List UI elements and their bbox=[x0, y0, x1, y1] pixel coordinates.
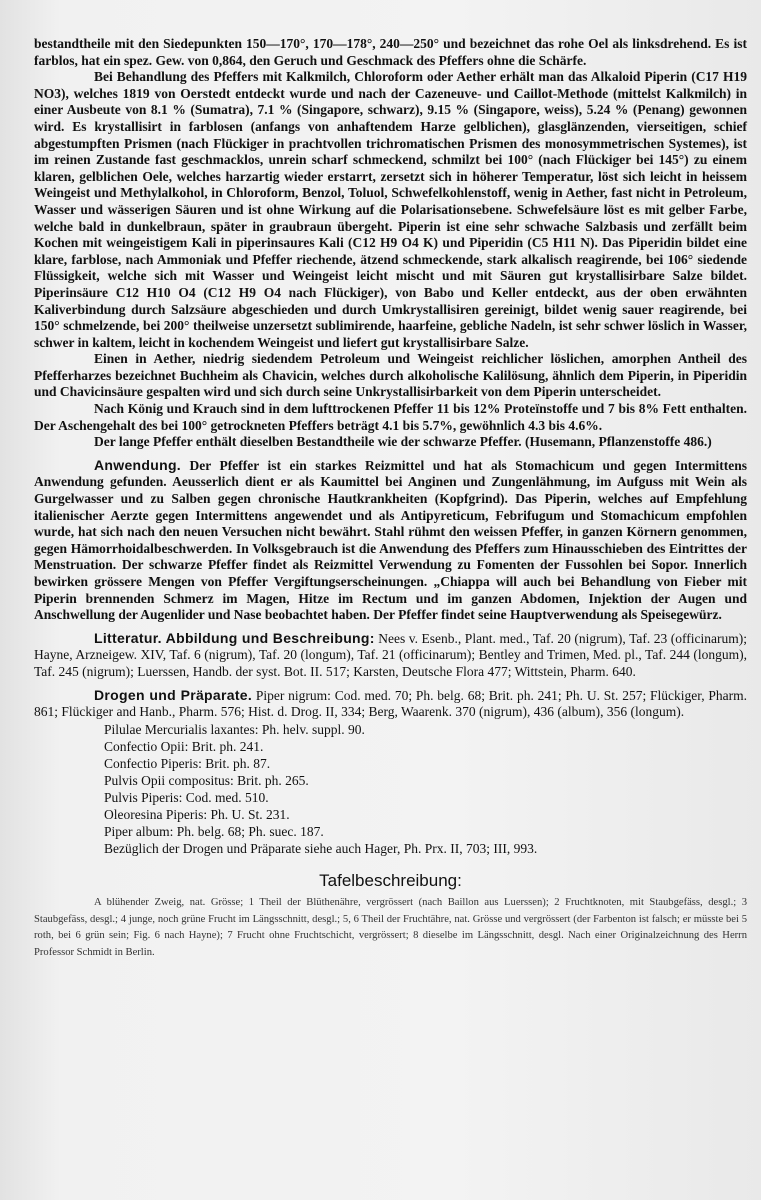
preparation-line: Pilulae Mercurialis laxantes: Ph. helv. suppl. 90. bbox=[104, 721, 365, 737]
preparation-line: Oleoresina Piperis: Ph. U. St. 231. bbox=[104, 806, 290, 822]
paragraph-long-pepper: Der lange Pfeffer enthält dieselben Bestandtheile wie der schwarze Pfeffer. (Husemann, Pflanzenstoffe 486.) bbox=[94, 434, 712, 450]
section-tafel bbox=[34, 871, 747, 962]
anwendung-heading: Anwendung. bbox=[94, 456, 181, 473]
anwendung-text: Der Pfeffer ist ein starkes Reizmittel und hat als Stomachicum und gegen Intermittens Anwendung gefunden. Aeusserlich dient er als Kaumittel bei Anginen und Zungenlähmung, im Aufguss mit Wein als Gurgelwasser und zu Salben gegen chronische Hautkrankheiten (Kopfgrind). Das Piperin, welches auf Empfehlung italienischer Aerzte gegen Intermittens angewendet und als Antipyreticum, Febrifugum und Stomachicum empfohlen wurde, hat sich nach den neuen Versuchen nicht bewährt. Stahl rühmt den weissen Pfeffer, in ganzen Körnern genommen, gegen Hämorrhoidalbeschwerden. In Volksgebrauch ist die Anwendung des Pfeffers zum Hinausschieben des Eintrittes der Menstruation. Der schwarze Pfeffer findet als Reizmittel Verwendung zu Fomenten der Fussohlen bei Sopor. Innerlich bewirken grössere Mengen von Pfeffer Vergiftungserscheinungen. „Chiappa will auch bei Behandlung von Fieber mit Piperin brennenden Schmerz im Magen, Hitze im Rectum und im ganzen Abdomen, Injektion der Augen und Anschwellung der Augenlider und Nase beobachtet haben. Der Pfeffer findet seine Hauptverwendung als Speisegewürz. bbox=[34, 457, 747, 623]
paragraph-oil: bestandtheile mit den Siedepunkten 150—170°, 170—178°, 240—250° und bezeichnet das rohe Oel als linksdrehend. Es ist farblos, hat ein spez. Gew. von 0,864, den Geruch und Geschmack des Pfeffers ohne die Schärfe. bbox=[34, 36, 747, 68]
preparation-line: Pulvis Opii compositus: Brit. ph. 265. bbox=[104, 772, 309, 788]
section-drogen bbox=[34, 687, 747, 857]
preparation-line: Bezüglich der Drogen und Präparate siehe auch Hager, Ph. Prx. II, 703; III, 993. bbox=[104, 840, 538, 856]
paragraph-chavicin: Einen in Aether, niedrig siedendem Petroleum und Weingeist reichlicher löslichen, amorphen Antheil des Pfefferharzes bezeichnet Buchheim als Chavicin, welches durch alkoholische Kalilösung, ähnlich dem Piperin, in Piperidin und Chavicinsäure gespalten wird und sich durch seine Unkrystallisirbarkeit von dem Piperin unterscheidet. bbox=[34, 351, 747, 400]
section-anwendung bbox=[34, 457, 747, 624]
section-litteratur bbox=[34, 630, 747, 681]
paragraph-composition: Nach König und Krauch sind in dem lufttrockenen Pfeffer 11 bis 12% Proteïnstoffe und 7 bis 8% Fett enthalten. Der Aschengehalt des bei 100° getrockneten Pfeffers beträgt 4.1 bis 5.7%, gewöhnlich 4.3 bis 4.6%. bbox=[34, 401, 747, 433]
preparation-line: Confectio Piperis: Brit. ph. 87. bbox=[104, 755, 271, 771]
preparation-line: Piper album: Ph. belg. 68; Ph. suec. 187. bbox=[104, 823, 324, 839]
tafel-text: A blühender Zweig, nat. Grösse; 1 Theil der Blüthenähre, vergrössert (nach Baillon aus Luerssen); 2 Fruchtknoten, mit Staubgefäss, desgl.; 3 Staubgefäss, desgl.; 4 junge, noch grüne Frucht im Längsschnitt, desgl.; 5, 6 Theil der Fruchtähre, nat. Grösse und vergrössert (der Farbenton ist falsch; er müsste bei 5 roth, bei 6 grün sein; Fig. 6 nach Hayne); 7 Frucht ohne Fruchtschicht, vergrössert; 8 dieselbe im Längsschnitt, desgl. Nach einer Originalzeichnung des Herrn Professor Schmidt in Berlin. bbox=[34, 896, 747, 959]
tafel-title: Tafelbeschreibung: bbox=[319, 870, 462, 890]
paragraph-piperin: Bei Behandlung des Pfeffers mit Kalkmilch, Chloroform oder Aether erhält man das Alkaloid Piperin (C17 H19 NO3), welches 1819 von Oerstedt entdeckt wurde und nach der Cazeneuve- und Caillot-Methode (mittelst Kalkmilch) in einer Ausbeute von 8.1 % (Sumatra), 7.1 % (Singapore, schwarz), 9.15 % (Singapore, weiss), 5.24 % (Penang) gewonnen wird. Es krystallisirt in farblosen (anfangs von anhaftendem Harze gelblichen), glasglänzenden, vierseitigen, schief abgestumpften Prismen (nach Flückiger in prachtvollen trichromatischen Prismen des monosymmetrischen Systemes), ist im reinen Zustande fast geschmacklos, unrein scharf schmeckend, schmilzt bei 100° (nach Flückiger bei 145°) zu einem klaren, gelblichen Oele, welches harzartig wieder erstarrt, zersetzt sich in höherer Temperatur, löst sich leicht in heissem Weingeist und Methylalkohol, in Chloroform, Benzol, Toluol, Schwefelkohlenstoff, wenig in Aether, fast nicht in Petroleum, Wasser und wässerigen Säuren und ist ohne Wirkung auf die Polarisationsebene. Schwefelsäure löst es mit gelber Farbe, welche bald in dunkelbraun, später in graubraun übergeht. Piperin ist eine sehr schwache Salzbasis und zerfällt beim Kochen mit weingeistigem Kali in piperinsaures Kali (C12 H9 O4 K) und Piperidin (C5 H11 N). Das Piperidin bildet eine klare, farblose, nach Ammoniak und Pfeffer riechende, ätzend schmeckende, stark alkalisch reagirende, bei 106° siedende Flüssigkeit, welche sich mit Wasser und Weingeist leicht mischt und mit Säuren gut krystallisirbare Salze bildet. Piperinsäure C12 H10 O4 (C12 H9 O4 nach Flückiger), von Babo und Keller entdeckt, aus der oben erwähnten Kaliverbindung durch Salzsäure abgeschieden und durch Umkrystallisiren gereinigt, bildet wenig sauer reagirende, bei 150° schmelzende, bei 200° theilweise unzersetzt sublimirende, haarfeine, gebliche Nadeln, ist sehr schwer löslich in Wasser, schwer in kaltem, leicht in kochendem Weingeist und liefert gut krystallisirbare Salze. bbox=[34, 69, 747, 350]
preparation-line: Pulvis Piperis: Cod. med. 510. bbox=[104, 789, 269, 805]
drogen-text: Piper nigrum: Cod. med. 70; Ph. belg. 68; Brit. ph. 241; Ph. U. St. 257; Flückiger, Pharm. 861; Flückiger and Hanb., Pharm. 576; Hist. d. Drog. II, 334; Berg, Waarenk. 370 (nigrum), 436 (album), 356 (longum). bbox=[34, 687, 748, 720]
drogen-heading: Drogen und Präparate. bbox=[94, 686, 253, 703]
body-text bbox=[34, 36, 747, 451]
litteratur-text: Nees v. Esenb., Plant. med., Taf. 20 (nigrum), Taf. 23 (officinarum); Hayne, Arzneigew. XIV, Taf. 6 (nigrum), Taf. 20 (longum), Taf. 21 (officinarum); Bentley and Trimen, Med. pl., Taf. 244 (longum), Taf. 245 (nigrum); Luerssen, Handb. der syst. Bot. II. 517; Karsten, Deutsche Flora 477; Wittstein, Pharm. 640. bbox=[34, 630, 748, 679]
preparation-line: Confectio Opii: Brit. ph. 241. bbox=[104, 738, 264, 754]
preparations-list bbox=[104, 721, 747, 857]
litteratur-heading: Litteratur. Abbildung und Beschreibung: bbox=[94, 629, 375, 646]
